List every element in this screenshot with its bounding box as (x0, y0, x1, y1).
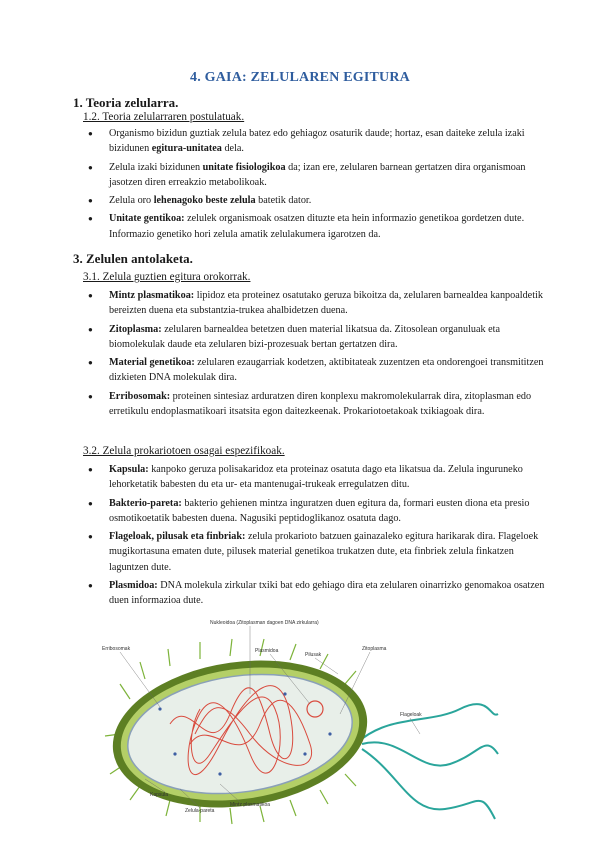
list-item: ● Zitoplasma: zelularen barnealdea betetzen duen material likatsua da. Zitosolean organuluak eta biomolekulak daude eta zelularen bizi-prozesuak bertan gertatzen dira. (86, 322, 546, 353)
section-3-heading: 3. Zelulen antolaketa. (73, 251, 193, 266)
general-structures-list (86, 288, 546, 422)
section-1-2-heading: 1.2. Teoria zelularraren postulatuak. (83, 111, 245, 123)
list-item: ● Organismo bizidun guztiak zelula batez edo gehiagoz osaturik daude; hortaz, esan daiteke zelula izaki bizidunen egitura-unitatea dela. (86, 126, 546, 157)
list-item: ● Zelula oro lehenagoko beste zelula batetik dator. (86, 193, 546, 208)
list-item: ● Zelula izaki bizidunen unitate fisiologikoa da; izan ere, zelularen barnean gertatzen dira organismoan jasotzen diren erreakzio metabolikoak. (86, 160, 546, 191)
postulates-list (86, 126, 546, 245)
label-membrane: Mintz plasmatikoa (230, 802, 271, 808)
flagellum (362, 742, 498, 765)
label-nucleoid: Nukleoidoa (Zitoplasman dagoen DNA zirkularra) (210, 620, 319, 626)
label-cell-wall: Zelula-pareta (185, 808, 215, 814)
flagellum (358, 704, 498, 742)
list-item: ● Mintz plasmatikoa: lipidoz eta proteinez osatutako geruza bikoitza da, zelularen barnealdea kanpoaldetik bereizten duena eta substantzia-trukea ahalbidetzen duena. (86, 288, 546, 319)
prokaryote-components-list (86, 462, 546, 612)
label-flagellum: Flageloak (400, 712, 422, 718)
list-item: ● Unitate gentikoa: zelulek organismoak osatzen dituzte eta hein informazio genetikoa gordetzen dute. Informazio genetiko hori zelula amatik zelulakumera igarotzen da. (86, 211, 546, 242)
prokaryote-cell-diagram (100, 614, 500, 840)
flagellum (362, 749, 495, 819)
section-1-heading: 1. Teoria zelularra. (73, 95, 179, 110)
list-item: ● Flageloak, pilusak eta finbriak: zelula prokarioto batzuen gainazaleko egitura harikarak dira. Flageloek mugikortasuna ematen dute, pilusek material genetikoa trukatzen dute, eta finbriek zelula finkatzen laguntzen dute. (86, 529, 546, 575)
document-title: 4. GAIA: ZELULAREN EGITURA (190, 70, 410, 85)
label-pili: Pilusak (305, 652, 322, 658)
label-ribosomes: Erribosomak (102, 646, 131, 652)
list-item: ● Plasmidoa: DNA molekula zirkular txiki bat edo gehiago dira eta zelularen oinarrizko genomakoa osatzen duen informazioa dute. (86, 578, 546, 609)
section-3-1-heading: 3.1. Zelula guztien egitura orokorrak. (83, 271, 251, 283)
label-plasmid: Plasmidoa (255, 648, 279, 654)
label-capsule: Kapsula (150, 792, 169, 798)
list-item: ● Kapsula: kanpoko geruza polisakaridoz eta proteinaz osatuta dago eta likatsua da. Zelula inguruneko lehorketatik babesten du eta ur- eta mantenugai-trukeak erregulatzen ditu. (86, 462, 546, 493)
list-item: ● Erribosomak: proteinen sintesiaz arduratzen diren konplexu makromolekularrak dira, zitoplasman edo erretikulu endoplasmatikoari itsatsita egon daitezkeenak. Prokariotoetakoak txikiagoak dira. (86, 389, 546, 420)
list-item: ● Material genetikoa: zelularen ezaugarriak kodetzen, aktibitateak zuzentzen eta ondorengoei transmititzen dizkieten DNA molekulak dira. (86, 355, 546, 386)
section-3-2-heading: 3.2. Zelula prokariotoen osagai espezifikoak. (83, 445, 285, 457)
list-item: ● Bakterio-pareta: bakterio gehienen mintza inguratzen duen egitura da, formari eusten diona eta presio osmotikoetatik babesten duena. Nagusiki peptidoglikanoz osatuta dago. (86, 496, 546, 527)
label-cytoplasm: Zitoplasma (362, 646, 387, 652)
